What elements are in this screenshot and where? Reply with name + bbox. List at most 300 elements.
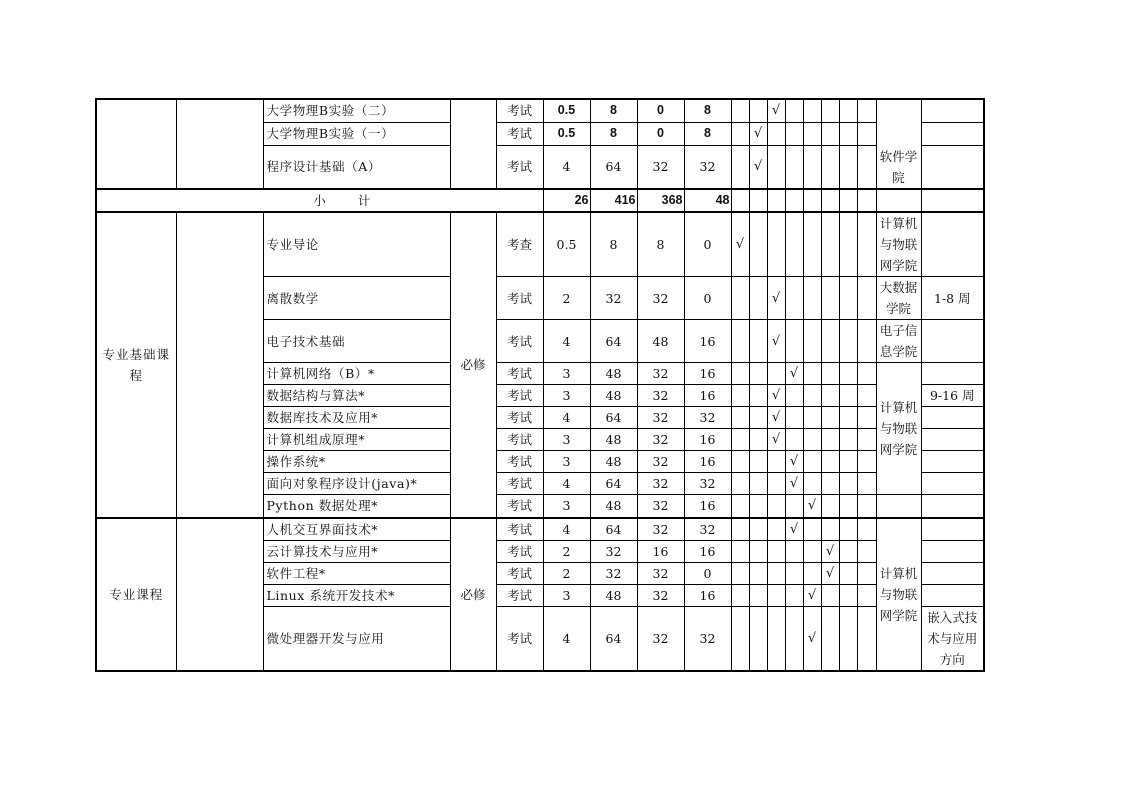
- lecture-hours: 32: [637, 407, 684, 429]
- note: [921, 145, 984, 189]
- assessment: 考查: [496, 212, 543, 277]
- semester-8: [857, 407, 876, 429]
- semester-4-check: √: [785, 363, 803, 385]
- semester-8: [857, 429, 876, 451]
- semester-3: [767, 584, 785, 606]
- semester-1: [731, 540, 749, 562]
- semester-7: [839, 363, 857, 385]
- semester-6: [821, 606, 839, 671]
- practice-hours: 16: [684, 540, 731, 562]
- semester-4: [785, 212, 803, 277]
- semester-5: [803, 518, 821, 541]
- semester-2: [749, 385, 767, 407]
- semester-1-check: √: [731, 212, 749, 277]
- semester-6: [821, 584, 839, 606]
- practice-hours: 32: [684, 407, 731, 429]
- type-cell-top: [450, 99, 496, 189]
- credits: 3: [543, 385, 590, 407]
- table-row: [96, 518, 984, 541]
- credits: 4: [543, 518, 590, 541]
- semester-5: [803, 562, 821, 584]
- credits: 0.5: [543, 212, 590, 277]
- course-name: 云计算技术与应用*: [263, 540, 450, 562]
- semester-4: [785, 407, 803, 429]
- hours: 32: [590, 277, 637, 320]
- credits: 4: [543, 145, 590, 189]
- course-type: 必修: [450, 518, 496, 671]
- note: [921, 518, 984, 541]
- semester-8: [857, 277, 876, 320]
- note: [921, 451, 984, 473]
- semester-2: [749, 212, 767, 277]
- subtotal-row: [96, 189, 984, 212]
- assessment: 考试: [496, 122, 543, 145]
- practice-hours: 16: [684, 495, 731, 518]
- assessment: 考试: [496, 429, 543, 451]
- semester-7: [839, 277, 857, 320]
- category-foundation: 专业基础课程: [96, 212, 176, 518]
- lecture-hours: 32: [637, 562, 684, 584]
- hours: 8: [590, 122, 637, 145]
- semester-3: [767, 145, 785, 189]
- semester-6: [821, 99, 839, 122]
- semester-5: [803, 189, 821, 212]
- semester-1: [731, 320, 749, 363]
- table-row: [96, 99, 984, 122]
- assessment: 考试: [496, 584, 543, 606]
- practice-hours: 16: [684, 363, 731, 385]
- semester-8: [857, 562, 876, 584]
- semester-5: [803, 429, 821, 451]
- semester-5-check: √: [803, 495, 821, 518]
- semester-3: [767, 473, 785, 495]
- hours: 48: [590, 495, 637, 518]
- semester-1: [731, 606, 749, 671]
- semester-3-check: √: [767, 407, 785, 429]
- lecture-hours: 32: [637, 385, 684, 407]
- semester-4: [785, 277, 803, 320]
- semester-6: [821, 385, 839, 407]
- semester-3: [767, 122, 785, 145]
- category-professional: 专业课程: [96, 518, 176, 671]
- semester-7: [839, 562, 857, 584]
- semester-4: [785, 429, 803, 451]
- semester-7: [839, 385, 857, 407]
- semester-6: [821, 473, 839, 495]
- credits: 3: [543, 363, 590, 385]
- lecture-hours: 32: [637, 473, 684, 495]
- semester-1: [731, 429, 749, 451]
- assessment: 考试: [496, 495, 543, 518]
- semester-3: [767, 189, 785, 212]
- semester-3: [767, 606, 785, 671]
- semester-3: [767, 562, 785, 584]
- semester-1: [731, 189, 749, 212]
- semester-4: [785, 540, 803, 562]
- semester-3: [767, 518, 785, 541]
- course-name: 数据库技术及应用*: [263, 407, 450, 429]
- practice-hours: 32: [684, 473, 731, 495]
- semester-8: [857, 606, 876, 671]
- semester-6-check: √: [821, 562, 839, 584]
- assessment: 考试: [496, 473, 543, 495]
- practice-hours: 16: [684, 385, 731, 407]
- semester-8: [857, 584, 876, 606]
- note: [921, 407, 984, 429]
- semester-7: [839, 212, 857, 277]
- semester-2: [749, 407, 767, 429]
- course-name: 专业导论: [263, 212, 450, 277]
- lecture-hours: 32: [637, 518, 684, 541]
- semester-7: [839, 518, 857, 541]
- note: [921, 212, 984, 277]
- semester-2: [749, 495, 767, 518]
- semester-2: [749, 518, 767, 541]
- semester-4-check: √: [785, 473, 803, 495]
- course-name: 程序设计基础（A）: [263, 145, 450, 189]
- semester-5: [803, 122, 821, 145]
- course-plan-table: [95, 98, 985, 672]
- note: [921, 562, 984, 584]
- semester-6: [821, 429, 839, 451]
- hours: 64: [590, 606, 637, 671]
- semester-8: [857, 385, 876, 407]
- assessment: 考试: [496, 277, 543, 320]
- lecture-hours: 0: [637, 122, 684, 145]
- semester-4: [785, 145, 803, 189]
- semester-2: [749, 451, 767, 473]
- semester-1: [731, 277, 749, 320]
- lecture-hours: 32: [637, 495, 684, 518]
- course-name: 面向对象程序设计(java)*: [263, 473, 450, 495]
- assessment: 考试: [496, 363, 543, 385]
- semester-4: [785, 606, 803, 671]
- credits: 4: [543, 320, 590, 363]
- hours: 32: [590, 562, 637, 584]
- semester-3-check: √: [767, 385, 785, 407]
- semester-7: [839, 145, 857, 189]
- semester-5: [803, 473, 821, 495]
- semester-4: [785, 320, 803, 363]
- semester-6: [821, 495, 839, 518]
- semester-2: [749, 540, 767, 562]
- semester-2: [749, 99, 767, 122]
- college-group: 计算机与物联网学院: [876, 518, 921, 671]
- course-name: 电子技术基础: [263, 320, 450, 363]
- semester-7: [839, 429, 857, 451]
- note: [921, 429, 984, 451]
- semester-6: [821, 320, 839, 363]
- semester-1: [731, 451, 749, 473]
- course-name: 微处理器开发与应用: [263, 606, 450, 671]
- subcategory-cell: [176, 518, 263, 671]
- semester-3-check: √: [767, 320, 785, 363]
- course-type: 必修: [450, 212, 496, 518]
- semester-6: [821, 189, 839, 212]
- semester-3: [767, 540, 785, 562]
- credits: 2: [543, 277, 590, 320]
- subcategory-cell-top: [176, 99, 263, 189]
- semester-6: [821, 363, 839, 385]
- subtotal-lecture: 368: [637, 189, 684, 212]
- assessment: 考试: [496, 562, 543, 584]
- hours: 48: [590, 429, 637, 451]
- hours: 8: [590, 212, 637, 277]
- semester-6: [821, 518, 839, 541]
- note: 嵌入式技术与应用方向: [921, 606, 984, 671]
- subcategory-cell: [176, 212, 263, 518]
- lecture-hours: 8: [637, 212, 684, 277]
- semester-5: [803, 451, 821, 473]
- course-name: Python 数据处理*: [263, 495, 450, 518]
- practice-hours: 32: [684, 518, 731, 541]
- subtotal-practice: 48: [684, 189, 731, 212]
- assessment: 考试: [496, 407, 543, 429]
- semester-7: [839, 540, 857, 562]
- lecture-hours: 32: [637, 606, 684, 671]
- category-cell-top: [96, 99, 176, 189]
- assessment: 考试: [496, 451, 543, 473]
- semester-8: [857, 451, 876, 473]
- semester-5: [803, 385, 821, 407]
- semester-3-check: √: [767, 277, 785, 320]
- credits: 2: [543, 562, 590, 584]
- lecture-hours: 32: [637, 145, 684, 189]
- assessment: 考试: [496, 518, 543, 541]
- semester-7: [839, 122, 857, 145]
- semester-6: [821, 451, 839, 473]
- practice-hours: 32: [684, 145, 731, 189]
- semester-1: [731, 584, 749, 606]
- semester-1: [731, 518, 749, 541]
- course-name: 大学物理B实验（二）: [263, 99, 450, 122]
- hours: 64: [590, 320, 637, 363]
- semester-1: [731, 99, 749, 122]
- hours: 48: [590, 584, 637, 606]
- semester-2: [749, 189, 767, 212]
- semester-8: [857, 189, 876, 212]
- semester-5: [803, 540, 821, 562]
- college: 大数据学院: [876, 277, 921, 320]
- college: 软件学院: [876, 99, 921, 189]
- semester-6: [821, 407, 839, 429]
- semester-3: [767, 451, 785, 473]
- semester-2: [749, 320, 767, 363]
- course-name: 数据结构与算法*: [263, 385, 450, 407]
- semester-5: [803, 363, 821, 385]
- semester-7: [839, 473, 857, 495]
- semester-2: [749, 562, 767, 584]
- semester-1: [731, 363, 749, 385]
- semester-4: [785, 122, 803, 145]
- practice-hours: 32: [684, 606, 731, 671]
- semester-7: [839, 407, 857, 429]
- semester-4: [785, 495, 803, 518]
- note: [921, 320, 984, 363]
- practice-hours: 16: [684, 584, 731, 606]
- course-name: 人机交互界面技术*: [263, 518, 450, 541]
- hours: 8: [590, 99, 637, 122]
- lecture-hours: 48: [637, 320, 684, 363]
- note: [876, 495, 921, 518]
- semester-8: [857, 473, 876, 495]
- semester-3-check: √: [767, 99, 785, 122]
- lecture-hours: 16: [637, 540, 684, 562]
- semester-8: [857, 495, 876, 518]
- semester-7: [839, 584, 857, 606]
- semester-2: [749, 277, 767, 320]
- credits: 0.5: [543, 122, 590, 145]
- semester-7: [839, 189, 857, 212]
- semester-6: [821, 122, 839, 145]
- semester-4-check: √: [785, 451, 803, 473]
- course-name: 计算机组成原理*: [263, 429, 450, 451]
- semester-8: [857, 99, 876, 122]
- semester-3: [767, 212, 785, 277]
- course-name: 大学物理B实验（一）: [263, 122, 450, 145]
- semester-5: [803, 99, 821, 122]
- credits: 3: [543, 451, 590, 473]
- semester-6: [821, 212, 839, 277]
- credits: 0.5: [543, 99, 590, 122]
- semester-3: [767, 495, 785, 518]
- semester-1: [731, 407, 749, 429]
- semester-2: [749, 606, 767, 671]
- hours: 64: [590, 473, 637, 495]
- credits: 3: [543, 495, 590, 518]
- semester-5-check: √: [803, 606, 821, 671]
- semester-5: [803, 407, 821, 429]
- semester-4: [785, 562, 803, 584]
- semester-4: [785, 385, 803, 407]
- credits: 4: [543, 473, 590, 495]
- college: 电子信息学院: [876, 320, 921, 363]
- subtotal-hours: 416: [590, 189, 637, 212]
- hours: 64: [590, 518, 637, 541]
- semester-1: [731, 145, 749, 189]
- semester-8: [857, 122, 876, 145]
- course-name: 离散数学: [263, 277, 450, 320]
- credits: 2: [543, 540, 590, 562]
- note: [921, 540, 984, 562]
- assessment: 考试: [496, 320, 543, 363]
- practice-hours: 0: [684, 277, 731, 320]
- semester-8: [857, 212, 876, 277]
- table-row: [96, 212, 984, 277]
- semester-6-check: √: [821, 540, 839, 562]
- semester-3-check: √: [767, 429, 785, 451]
- subtotal-credits: 26: [543, 189, 590, 212]
- assessment: 考试: [496, 385, 543, 407]
- semester-4: [785, 99, 803, 122]
- semester-2-check: √: [749, 122, 767, 145]
- course-name: 软件工程*: [263, 562, 450, 584]
- course-name: Linux 系统开发技术*: [263, 584, 450, 606]
- lecture-hours: 32: [637, 277, 684, 320]
- semester-1: [731, 562, 749, 584]
- practice-hours: 0: [684, 562, 731, 584]
- semester-1: [731, 122, 749, 145]
- semester-8: [857, 518, 876, 541]
- note: [921, 99, 984, 122]
- semester-1: [731, 385, 749, 407]
- assessment: 考试: [496, 99, 543, 122]
- note: 1-8 周: [921, 277, 984, 320]
- credits: 3: [543, 584, 590, 606]
- practice-hours: 16: [684, 320, 731, 363]
- hours: 48: [590, 451, 637, 473]
- semester-8: [857, 363, 876, 385]
- semester-7: [839, 451, 857, 473]
- semester-7: [839, 495, 857, 518]
- hours: 48: [590, 363, 637, 385]
- college: 计算机与物联网学院: [876, 212, 921, 277]
- semester-7: [839, 99, 857, 122]
- practice-hours: 16: [684, 429, 731, 451]
- lecture-hours: 32: [637, 363, 684, 385]
- subtotal-label: 小 计: [96, 189, 543, 212]
- semester-8: [857, 540, 876, 562]
- course-name: 计算机网络（B）*: [263, 363, 450, 385]
- note: 9-16 周: [921, 385, 984, 407]
- semester-5-check: √: [803, 584, 821, 606]
- semester-4-check: √: [785, 518, 803, 541]
- semester-6: [821, 145, 839, 189]
- semester-5: [803, 277, 821, 320]
- credits: 4: [543, 407, 590, 429]
- semester-7: [839, 320, 857, 363]
- semester-7: [839, 606, 857, 671]
- credits: 3: [543, 429, 590, 451]
- semester-2: [749, 363, 767, 385]
- semester-2-check: √: [749, 145, 767, 189]
- semester-2: [749, 584, 767, 606]
- practice-hours: 0: [684, 212, 731, 277]
- hours: 64: [590, 145, 637, 189]
- semester-1: [731, 495, 749, 518]
- semester-2: [749, 473, 767, 495]
- semester-5: [803, 145, 821, 189]
- assessment: 考试: [496, 540, 543, 562]
- note: [921, 363, 984, 385]
- semester-6: [821, 277, 839, 320]
- semester-5: [803, 320, 821, 363]
- assessment: 考试: [496, 145, 543, 189]
- semester-1: [731, 473, 749, 495]
- semester-8: [857, 320, 876, 363]
- lecture-hours: 32: [637, 584, 684, 606]
- college: [876, 189, 921, 212]
- semester-4: [785, 584, 803, 606]
- note: [921, 189, 984, 212]
- college-group: 计算机与物联网学院: [876, 363, 921, 495]
- lecture-hours: 32: [637, 429, 684, 451]
- semester-2: [749, 429, 767, 451]
- semester-5: [803, 212, 821, 277]
- hours: 48: [590, 385, 637, 407]
- assessment: 考试: [496, 606, 543, 671]
- lecture-hours: 32: [637, 451, 684, 473]
- hours: 32: [590, 540, 637, 562]
- practice-hours: 8: [684, 99, 731, 122]
- semester-4: [785, 189, 803, 212]
- lecture-hours: 0: [637, 99, 684, 122]
- note: [921, 473, 984, 495]
- hours: 64: [590, 407, 637, 429]
- course-name: 操作系统*: [263, 451, 450, 473]
- semester-3: [767, 363, 785, 385]
- semester-8: [857, 145, 876, 189]
